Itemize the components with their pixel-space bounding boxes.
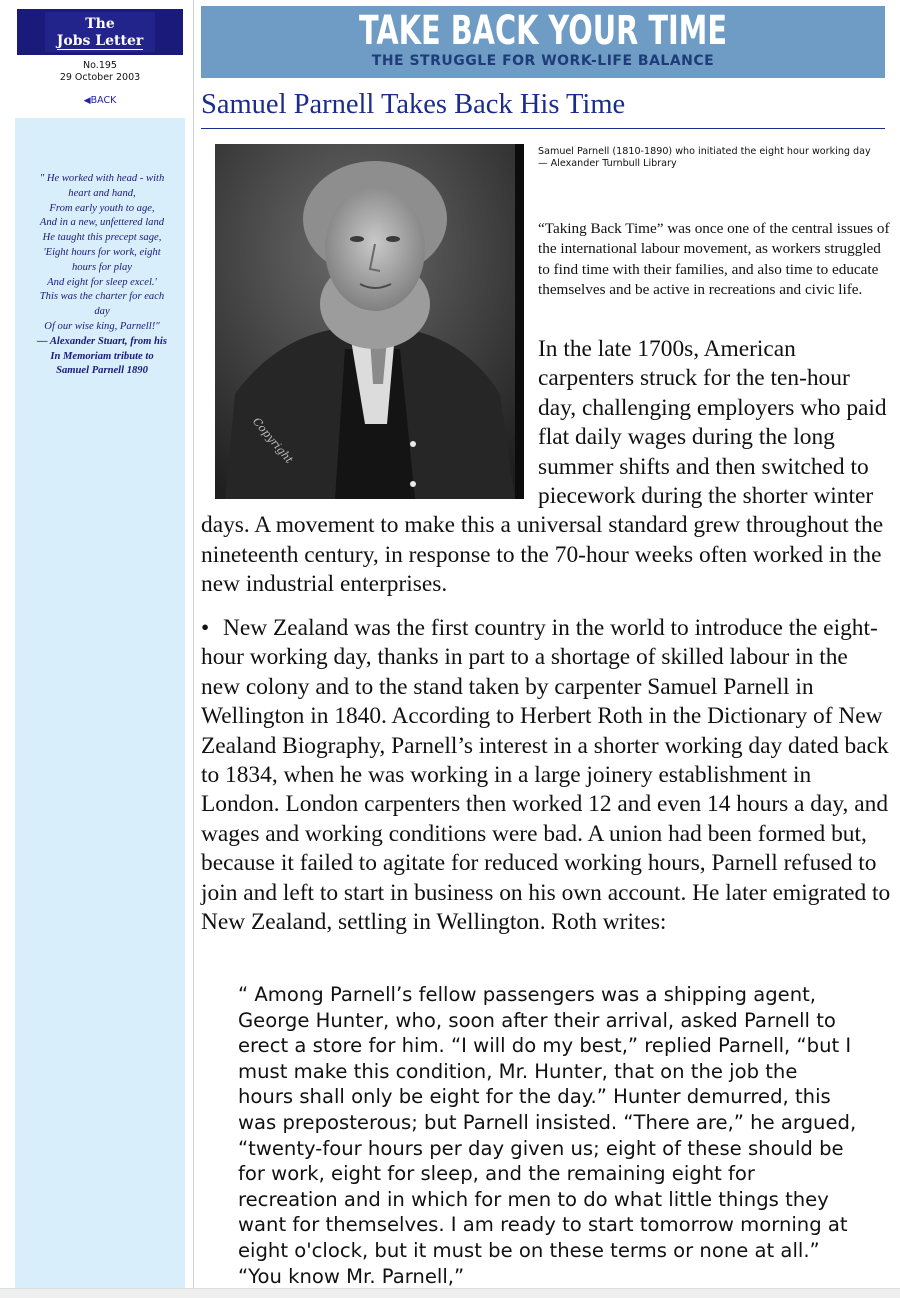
quote-credit: Samuel Parnell 1890	[56, 365, 148, 377]
paragraph-1-text: In the late 1700s, American carpenters struck for the ten-hour day, challenging employers who paid flat daily wages during the long summer shifts and then switched to piecework during the shorter winter days. A movement to make this a universal standard grew throughout the nineteenth century, in response to the 70-hour weeks often worked in the new industrial enterprises.	[201, 336, 887, 598]
back-arrow-icon: ◀	[83, 96, 91, 106]
logo-line1: The	[85, 16, 115, 32]
paragraph-2-text: New Zealand was the first country in the world to introduce the eight-hour working day, thanks in part to a shortage of skilled labour in the new colony and to the stand taken by carpenter Samuel Parnell in Wellington in 1840. According to Herbert Roth in the Dictionary of New Zealand Biography, Parnell’s interest in a shorter working day dated back to 1834, when he was working in a large joinery establishment in London. London carpenters then worked 12 and even 14 hours a day, and wages and working conditions were bad. A union had been formed but, because it failed to agitate for reduced working hours, Parnell refused to join and left to start in business on his own account. He later emigrated to New Zealand, settling in Wellington. Roth writes:	[201, 615, 891, 936]
body-paragraph-1	[201, 335, 891, 600]
parnell-poem-quote	[23, 172, 181, 379]
roth-blockquote: “ Among Parnell’s fellow passengers was a shipping agent, George Hunter, who, soon after their arrival, asked Parnell to erect a store for him. “I will do my best,” replied Parnell, “but I must make this condition, Mr. Hunter, that on the job the hours shall only be eight for the day.” Hunter demurred, this was preposterous; but Parnell insisted. “There are,” he argued, “twenty-four hours per day given us; eight of these should be for work, eight for sleep, and the remaining eight for recreation and in which for men to do what little things they want for themselves. I am ready to start tomorrow morning at eight o'clock, but it must be on these terms or none at all.” “You know Mr. Parnell,”	[238, 983, 857, 1288]
banner-title: TAKE BACK YOUR TIME	[358, 8, 728, 54]
column-divider	[193, 0, 194, 1297]
jobs-letter-logo[interactable]	[17, 9, 183, 55]
quote-line: This was the charter for each	[39, 291, 165, 303]
logo-line2: Jobs Letter	[56, 33, 144, 49]
section-banner	[201, 6, 885, 78]
issue-number: No.195	[83, 60, 117, 71]
quote-panel	[15, 118, 185, 1297]
quote-credit: In Memoriam tribute to	[50, 350, 154, 362]
sidebar	[15, 8, 185, 1297]
back-label: BACK	[90, 95, 117, 106]
back-link[interactable]	[15, 95, 185, 106]
quote-line: day	[94, 306, 110, 318]
issue-date: 29 October 2003	[59, 72, 141, 83]
quote-line: From early youth to age,	[49, 202, 155, 214]
quote-line: " He worked with head - with	[39, 173, 165, 184]
photo-wrap-spacer	[201, 335, 538, 511]
quote-line: He taught this precept sage,	[42, 232, 162, 244]
article-headline: Samuel Parnell Takes Back His Time	[201, 89, 626, 120]
photo-caption: Samuel Parnell (1810-1890) who initiated the eight hour working day — Alexander Turnbull Library	[538, 146, 871, 169]
intro-paragraph: “Taking Back Time” was once one of the central issues of the international labour movement, as workers struggled to find time with their families, and also time to educate themselves and be active in recreations and civic life.	[538, 220, 890, 299]
issue-info	[15, 60, 185, 84]
quote-line: Of our wise king, Parnell!"	[44, 320, 160, 332]
quote-line: And in a new, unfettered land	[39, 217, 165, 229]
headline-rule	[201, 128, 885, 129]
quote-credit: — Alexander Stuart, from his	[37, 335, 167, 347]
quote-line: hours for play	[71, 261, 133, 273]
banner-subtitle: THE STRUGGLE FOR WORK-LIFE BALANCE	[371, 53, 715, 69]
body-paragraph-2	[201, 614, 891, 937]
quote-line: And eight for sleep excel.'	[47, 276, 157, 288]
photo-watermark: Copyright	[249, 415, 296, 466]
quote-line: 'Eight hours for work, eight	[43, 246, 161, 258]
bullet-icon: •	[201, 615, 210, 641]
logo-plate	[45, 12, 155, 52]
quote-line: heart and hand,	[68, 187, 136, 199]
